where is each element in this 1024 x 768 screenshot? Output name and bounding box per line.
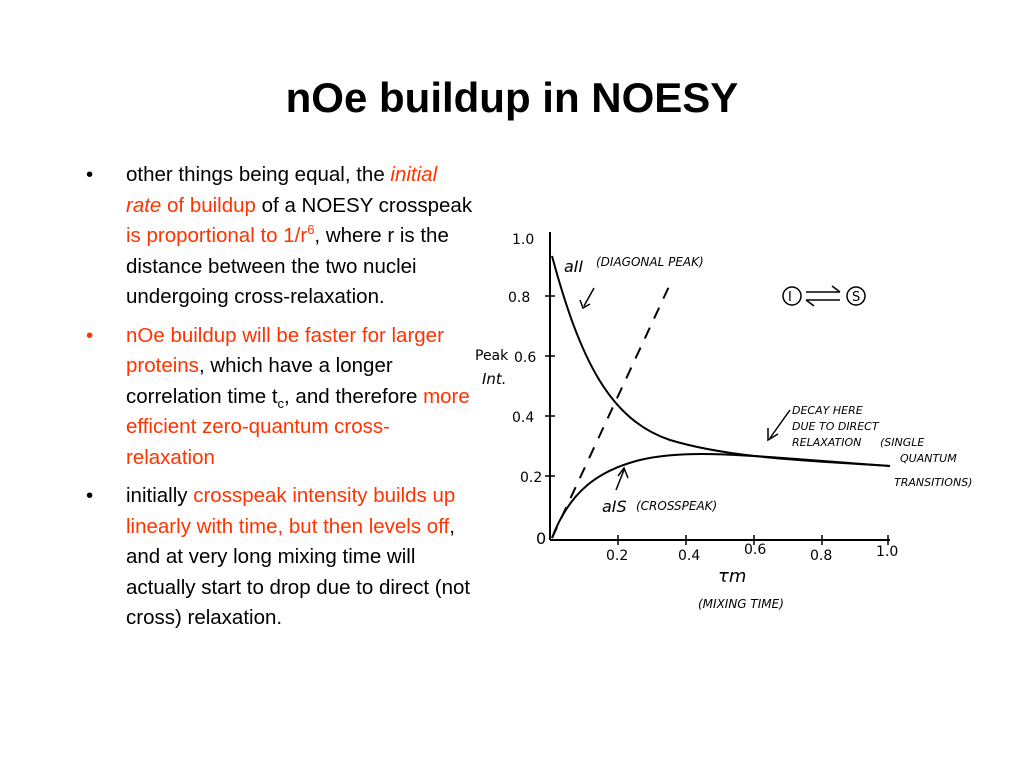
arrow-icon	[584, 288, 594, 306]
bullet-text-segment: , where r is the distance between the two nuclei undergoing cross-relaxation.	[126, 224, 449, 308]
bullet-item	[86, 160, 476, 313]
backward-arrow-icon	[806, 300, 840, 306]
y-axis-label: Peak	[475, 348, 509, 364]
x-tick-label: 0.4	[678, 548, 701, 564]
bullet-text-segment: other things being equal, the	[126, 163, 391, 186]
forward-arrow-icon	[806, 286, 840, 292]
bullet-text-segment: initially	[126, 484, 194, 507]
slide-title: nOe buildup in NOESY	[285, 74, 739, 121]
bullet-text-segment: 6	[307, 222, 315, 238]
y-tick-label: 0.6	[514, 350, 537, 366]
bullet-item	[86, 321, 476, 474]
y-tick-label: 0	[536, 529, 547, 548]
diagonal-peak-label: aII	[564, 257, 584, 276]
crosspeak-note: (CROSSPEAK)	[636, 499, 718, 513]
bullet-marker: •	[86, 484, 94, 507]
decay-note-line: DECAY HERE	[792, 404, 863, 417]
spin-s-label: S	[852, 290, 861, 305]
diagonal-peak-note: (DIAGONAL PEAK)	[596, 255, 704, 269]
y-tick-label: 0.2	[520, 470, 543, 486]
bullet-text-segment: is proportional to 1/r	[126, 224, 308, 247]
crosspeak-label: aIS	[602, 497, 627, 516]
decay-note-line: (SINGLE	[880, 436, 925, 449]
crosspeak-curve	[552, 454, 890, 538]
bullet-text-segment: , which have a longer correlation time t	[126, 354, 393, 408]
x-tick-label: 0.8	[810, 548, 833, 564]
noesy-buildup-figure	[470, 220, 1010, 620]
bullet-text-segment: nOe buildup will be faster for larger proteins	[126, 323, 444, 377]
spin-i-icon	[783, 287, 801, 305]
bullet-text-segment: c	[277, 395, 285, 411]
x-tick-label: 1.0	[876, 544, 899, 560]
arrow-icon	[770, 410, 790, 438]
y-tick-label: 0.4	[512, 410, 535, 426]
decay-note-line: TRANSITIONS)	[894, 476, 973, 489]
decay-note-line: DUE TO DIRECT	[792, 420, 879, 433]
spin-i-label: I	[788, 290, 792, 305]
bullet-marker: •	[86, 163, 94, 186]
x-tick-label: 0.2	[606, 548, 629, 564]
decay-note-line: QUANTUM	[900, 452, 957, 465]
bullet-text-segment: , and at very long mixing time will actually start to drop due to direct (not cross) relaxation.	[126, 514, 471, 629]
bullet-item	[86, 481, 476, 634]
y-tick-label: 1.0	[512, 232, 535, 248]
decay-note-line: RELAXATION	[792, 436, 862, 449]
decay-note	[792, 404, 972, 489]
bullet-text-segment: of a NOESY crosspeak	[255, 193, 473, 217]
bullet-marker: •	[86, 323, 94, 347]
hand-drawn-plot	[470, 220, 1010, 620]
x-tick-label: 0.6	[744, 542, 767, 558]
bullet-text-segment: more efficient zero-quantum cross-relaxation	[126, 384, 470, 469]
y-axis-label: Int.	[482, 370, 507, 388]
bullet-text-segment: of buildup	[167, 193, 256, 217]
diagonal-peak-curve	[552, 256, 890, 466]
y-tick-label: 0.8	[508, 290, 531, 306]
bullet-text-segment: initial rate	[126, 163, 438, 217]
bullet-text-segment: crosspeak intensity builds up linearly with time, but then levels off	[126, 484, 456, 538]
bullet-text-segment: , and therefore	[284, 384, 424, 408]
bullet-list	[86, 160, 476, 642]
x-axis-label: τm	[718, 566, 747, 587]
x-axis-sublabel: (MIXING TIME)	[698, 597, 784, 611]
